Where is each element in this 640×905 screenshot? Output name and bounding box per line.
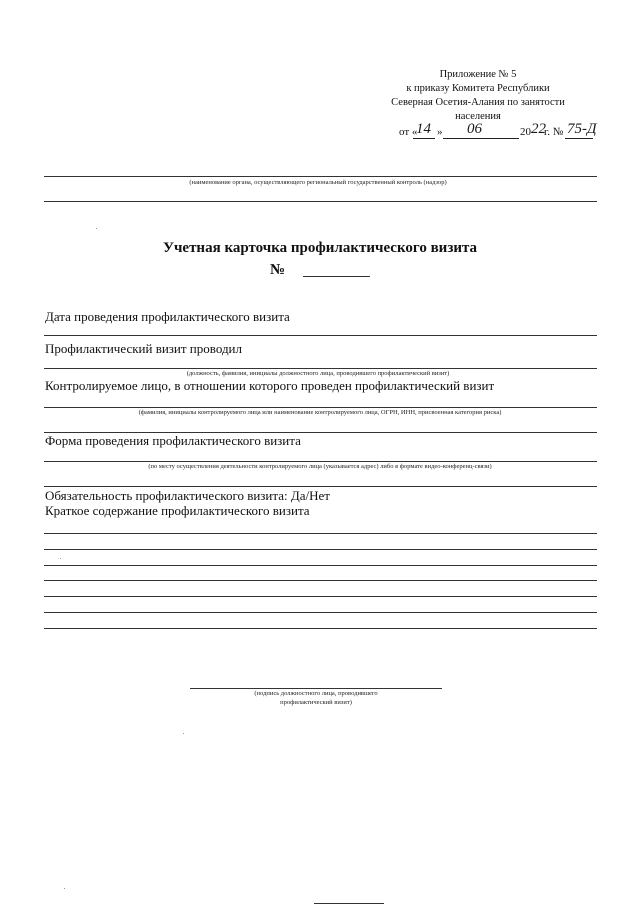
order-day: 14 — [416, 121, 431, 137]
controlled-person-line — [44, 407, 597, 408]
order-year-end: г. № — [544, 126, 564, 138]
mandatory-label: Обязательность профилактического визита: Да/Нет — [45, 488, 330, 503]
summary-line-1 — [44, 533, 597, 534]
order-day-underline — [413, 138, 435, 139]
order-year-prefix: 20 — [520, 126, 531, 138]
organ-caption: (наименование органа, осуществляющего региональный государственный контроль (надзор) — [189, 179, 447, 186]
conducted-by-label: Профилактический визит проводил — [45, 341, 242, 356]
appendix-header — [380, 68, 576, 124]
order-date-number — [399, 121, 597, 142]
appendix-line-3: Северная Осетия-Алания по занятости — [391, 97, 565, 108]
scan-speck — [183, 733, 184, 734]
controlled-person-caption: (фамилия, инициалы контролируемого лица или наименование контролируемого лица, ОГРН, ИНН, присвоенная категория риска) — [138, 409, 502, 416]
conducted-by-line — [44, 368, 597, 369]
scan-speck — [64, 888, 65, 889]
order-month: 06 — [467, 121, 482, 137]
summary-line-5 — [44, 596, 597, 597]
organ-line — [44, 176, 597, 177]
signature-caption-2: профилактический визит) — [280, 699, 352, 706]
conducted-by-caption: (должность, фамилия, инициалы должностного лица, проводившего профилактический визит) — [186, 370, 450, 377]
order-mid: » — [437, 126, 443, 138]
controlled-person-label: Контролируемое лицо, в отношении которого проведен профилактический визит — [45, 378, 495, 393]
scan-speck — [96, 228, 97, 229]
order-number: 75-Д — [567, 121, 597, 137]
summary-line-7 — [44, 628, 597, 629]
summary-label: Краткое содержание профилактического визита — [45, 503, 310, 518]
organ-line-2 — [44, 201, 597, 202]
order-year-suffix: 22 — [531, 121, 546, 137]
visit-form-line-2 — [44, 486, 597, 487]
appendix-line-2: к приказу Комитета Республики — [406, 83, 550, 94]
card-number-label: № — [270, 262, 286, 278]
summary-line-6 — [44, 612, 597, 613]
summary-line-3 — [44, 565, 597, 566]
appendix-line-4: населения — [455, 111, 501, 122]
visit-date-label: Дата проведения профилактического визита — [45, 309, 290, 324]
order-number-underline — [565, 138, 593, 139]
card-number-line — [303, 276, 370, 277]
footer-line — [314, 903, 384, 904]
summary-line-2 — [44, 549, 597, 550]
order-prefix: от « — [399, 126, 418, 138]
visit-form-label: Форма проведения профилактического визита — [45, 433, 301, 448]
signature-caption-1: (подпись должностного лица, проводившего — [254, 690, 378, 697]
summary-line-4 — [44, 580, 597, 581]
scan-speck — [60, 558, 61, 559]
appendix-line-1: Приложение № 5 — [439, 69, 517, 80]
card-number — [270, 262, 285, 279]
order-month-underline — [443, 138, 519, 139]
visit-form-caption: (по месту осуществления деятельности контролируемого лица (указывается адрес) либо в формате видео-конференц-связи) — [148, 463, 492, 470]
visit-form-line — [44, 461, 597, 462]
signature-line — [190, 688, 442, 689]
visit-date-line — [44, 335, 597, 336]
document-title: Учетная карточка профилактического визита — [162, 240, 478, 256]
